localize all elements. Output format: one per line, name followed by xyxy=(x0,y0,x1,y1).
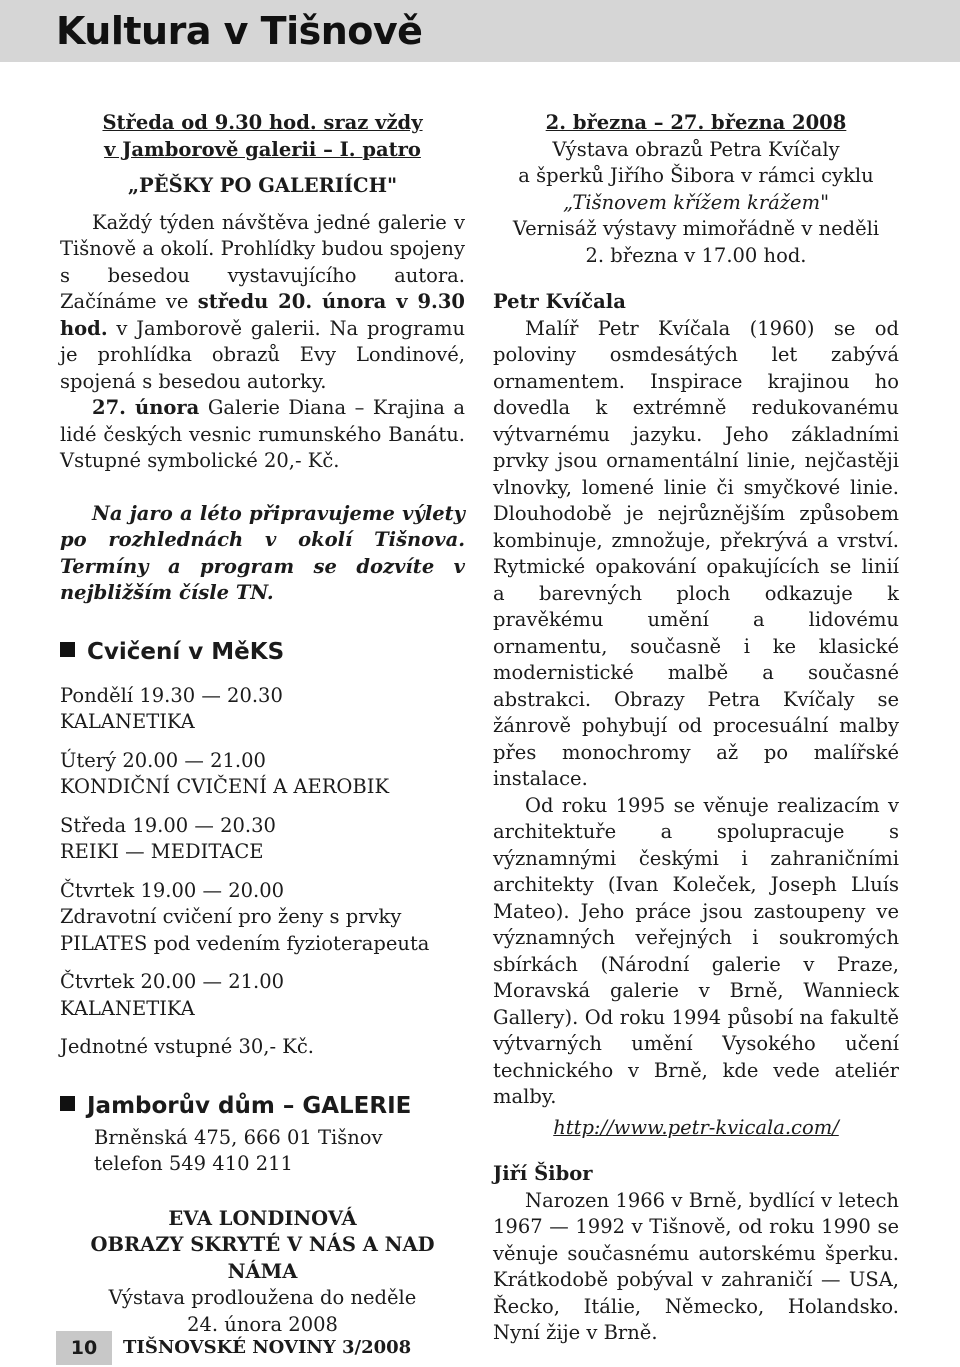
exercise-item xyxy=(60,878,465,958)
exercise-time: Čtvrtek 20.00 — 21.00 xyxy=(60,970,285,993)
exercise-time: Pondělí 19.30 — 20.30 xyxy=(60,683,283,707)
kvicala-paragraph-2: Od roku 1995 se věnuje realizacím v architektuře a spolupracuje s významnými českými i zahraničními architekty (Ivan Koleček, Joseph Lluís Mateo). Jeho práce jsou zastoupeny ve významných veřejných i soukromých sbírkách (Národní galerie v Praze, Moravská galerie v Brně, Wannieck Gallery). Od roku 1994 působí na fakultě výtvarných umění Vysokého učení technického v Brně, kde vede ateliér malby. xyxy=(493,793,899,1108)
gallery-extended-note: Výstava prodloužena do neděle xyxy=(108,1286,417,1309)
exercise-time: Středa 19.00 — 20.30 xyxy=(60,813,276,837)
exercise-list xyxy=(60,683,465,1023)
gallery-artist: EVA LONDINOVÁ xyxy=(168,1206,357,1230)
exhibit-vernissage-date: 2. března v 17.00 hod. xyxy=(585,243,807,267)
walk-p1-text-c: v Jamborově galerii. Na programu je prohlídka obrazů Evy Londinové, spojená s besedou autorky. xyxy=(60,316,465,393)
walk-when-line2: v Jamborově galerii – I. patro xyxy=(104,137,421,161)
gallery-phone: telefon 549 410 211 xyxy=(94,1152,293,1175)
exercise-description: REIKI — MEDITACE xyxy=(60,840,264,863)
exhibit-cycle-name: „Tišnovem křížem krážem" xyxy=(562,190,830,214)
page-title: Kultura v Tišnově xyxy=(56,9,423,53)
walk-paragraph-1 xyxy=(60,210,465,396)
kvicala-paragraph-1: Malíř Petr Kvíčala (1960) se od poloviny osmdesátých let zabývá ornamentem. Inspirace krajinou ho dovedla k extrémně redukovanému výtvarnému jazyku. Jeho základními prvky jsou ornamentální linie, nejčastěji vlnovky, lomené linie či smyčkové linie. Dlouhodobě je nejrůznějším způsobem kombinuje, zmnožuje, překrývá a vrství. Rytmické opakování opakujících se linií a barevných ploch odkazuje k pravěkému umění a lidovému ornamentu, současně i ke klasické modernistické malbě a současné abstrakci. Obrazy Petra Kvíčaly se žánrově pohybují od procesuální malby přes monochromy až po malířské instalace. xyxy=(493,316,899,790)
exhibit-line-2: Výstava obrazů Petra Kvíčaly xyxy=(552,137,840,161)
exercise-description: KALANETIKA xyxy=(60,996,195,1020)
exercise-item xyxy=(60,813,465,866)
exercise-description: Zdravotní cvičení pro ženy s prvky PILATES pod vedením fyzioterapeuta xyxy=(60,905,430,955)
exercise-description: KONDIČNÍ CVIČENÍ A AEROBIK xyxy=(60,775,390,798)
gallery-end-date: 24. února 2008 xyxy=(187,1312,338,1336)
walk-title: „PĚŠKY PO GALERIÍCH" xyxy=(127,174,398,197)
exercise-section xyxy=(60,637,465,1061)
square-bullet-icon xyxy=(60,642,75,657)
trips-note: Na jaro a léto připravujeme výlety po rozhlednách v okolí Tišnova. Termíny a program se dozvíte v nejbližším čísle TN. xyxy=(60,501,465,604)
walk-p1-date: středu 20. února v 9.30 hod. xyxy=(60,290,465,340)
sibor-name: Jiří Šibor xyxy=(493,1162,593,1185)
left-column xyxy=(60,110,465,1338)
gallery-exhibition-title: OBRAZY SKRYTÉ V NÁS A NAD NÁMA xyxy=(90,1233,435,1283)
exhibit-line-3: a šperků Jiřího Šibora v rámci cyklu xyxy=(518,164,874,187)
walk-section xyxy=(60,110,465,607)
exercise-time: Čtvrtek 19.00 — 20.00 xyxy=(60,878,285,902)
exhibit-dates: 2. března – 27. března 2008 xyxy=(545,111,847,134)
gallery-section xyxy=(60,1091,465,1339)
page-number: 10 xyxy=(56,1331,112,1365)
walk-p2-date: 27. února xyxy=(92,396,200,419)
walk-p2-text: Galerie Diana – Krajina a lidé českých vesnic rumunského Banátu. Vstupné symbolické 20,- Kč. xyxy=(60,396,466,472)
exercise-price: Jednotné vstupné 30,- Kč. xyxy=(60,1035,314,1058)
gallery-heading xyxy=(60,1091,465,1121)
exercise-description: KALANETIKA xyxy=(60,710,195,733)
walk-p1-text-a: Každý týden návštěva jedné galerie v Tišnově a okolí. Prohlídky budou spojeny s besedou vystavujícího autora. Začínáme ve xyxy=(60,210,465,313)
right-column xyxy=(493,110,899,1347)
walk-paragraph-2 xyxy=(60,395,465,475)
walk-when-line1: Středa od 9.30 hod. sraz vždy xyxy=(102,111,423,134)
exercise-item xyxy=(60,748,465,801)
exercise-heading-text: Cvičení v MěKS xyxy=(87,638,285,665)
sibor-paragraph-1: Narozen 1966 v Brně, bydlící v letech 1967 — 1992 v Tišnově, od roku 1990 se věnuje současnému autorskému šperku. Krátkodobě pobýval v zahraničí — USA, Řecko, Itálie, Německo, Holandsko. Nyní žije v Brně. xyxy=(493,1188,899,1344)
square-bullet-icon xyxy=(60,1096,75,1111)
exercise-heading xyxy=(60,637,465,667)
gallery-heading-text: Jamborův dům – GALERIE xyxy=(87,1092,412,1119)
exercise-time: Úterý 20.00 — 21.00 xyxy=(60,748,266,772)
kvicala-website-link[interactable]: http://www.petr-kvicala.com/ xyxy=(553,1115,839,1139)
kvicala-name: Petr Kvíčala xyxy=(493,290,626,313)
exercise-item xyxy=(60,969,465,1022)
exhibit-vernissage: Vernisáž výstavy mimořádně v neděli xyxy=(512,217,880,240)
exercise-item xyxy=(60,683,465,736)
publication-name: TIŠNOVSKÉ NOVINY 3/2008 xyxy=(123,1337,412,1358)
gallery-address: Brněnská 475, 666 01 Tišnov xyxy=(94,1125,383,1149)
